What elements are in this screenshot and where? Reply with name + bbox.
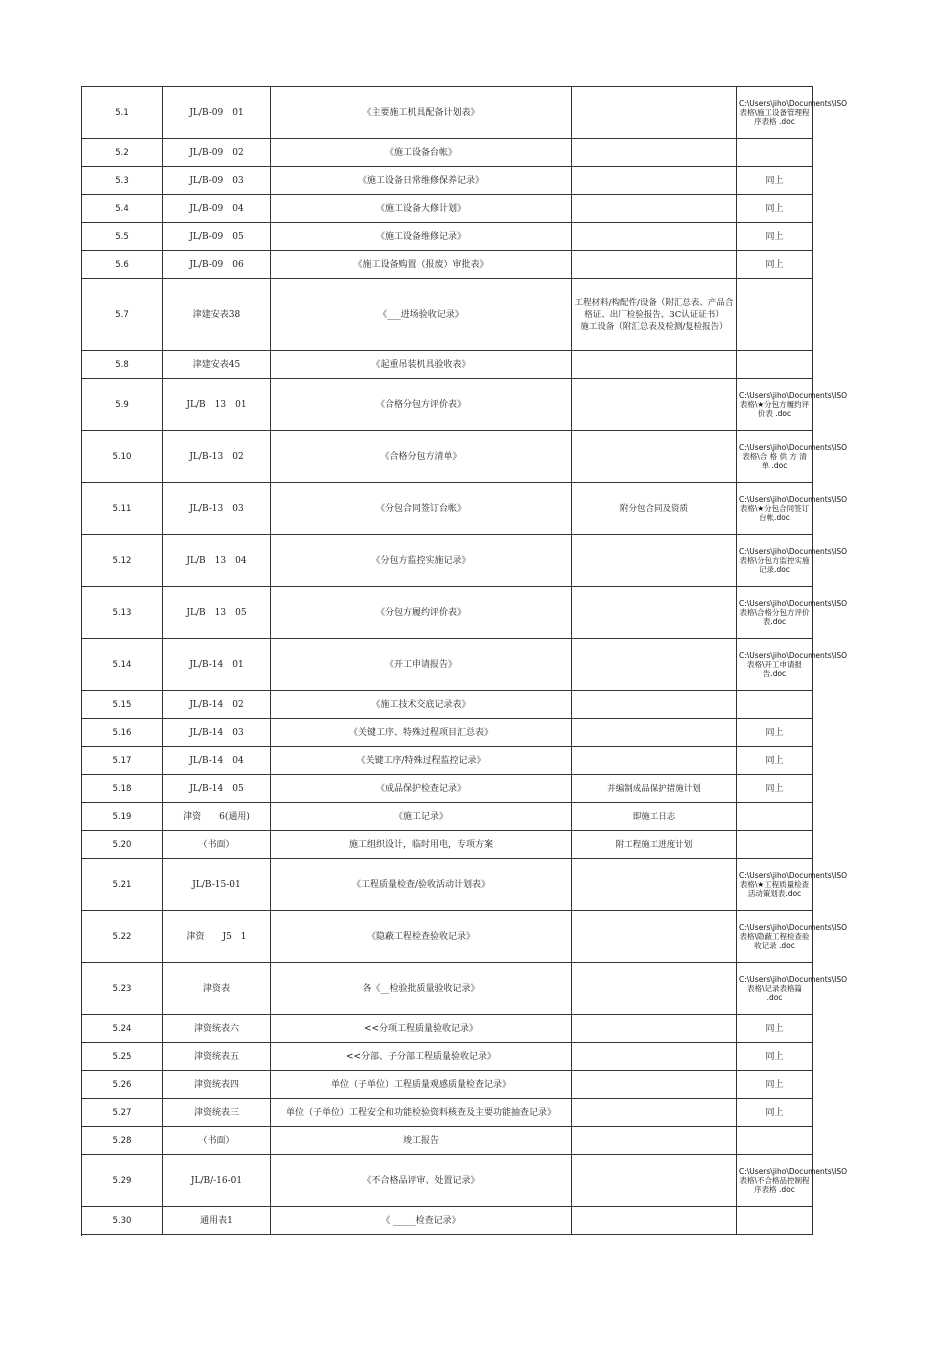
form-code: JL/B-09 04 <box>163 195 271 223</box>
row-number: 5.24 <box>82 1015 163 1043</box>
form-name: 《分包方履约评价表》 <box>271 587 572 639</box>
form-code: 津资 6(通用) <box>163 803 271 831</box>
form-code: JL/B-14 02 <box>163 691 271 719</box>
form-code: JL/B-14 04 <box>163 747 271 775</box>
form-name: <<分部、子分部工程质量验收记录》 <box>271 1043 572 1071</box>
row-number: 5.14 <box>82 639 163 691</box>
table-row <box>82 1155 813 1207</box>
form-code: 津建安表45 <box>163 351 271 379</box>
table-row <box>82 139 813 167</box>
file-reference[interactable]: C:\Users\jiho\Documents\ISO 表格\记录表格篇 .doc <box>737 963 813 1015</box>
form-name: 《不合格品评审、处置记录》 <box>271 1155 572 1207</box>
form-code: 津资统表六 <box>163 1015 271 1043</box>
form-name: 《关键工序/特殊过程监控记录》 <box>271 747 572 775</box>
form-note <box>572 195 737 223</box>
form-note: 工程材料/构配件/设备（附汇总表、产品合格证、出厂检验报告、3C认证证书） 施工设备（附汇总表及检测/复检报告） <box>572 279 737 351</box>
file-reference <box>737 1207 813 1235</box>
form-note <box>572 1071 737 1099</box>
form-note <box>572 251 737 279</box>
form-name: 竣工报告 <box>271 1127 572 1155</box>
form-code: JL/B/-16-01 <box>163 1155 271 1207</box>
form-code: JL/B-13 03 <box>163 483 271 535</box>
form-code: JL/B-15-01 <box>163 859 271 911</box>
file-reference[interactable]: C:\Users\jiho\Documents\ISO表格\开工申请报告.doc <box>737 639 813 691</box>
table-row <box>82 719 813 747</box>
file-reference[interactable]: C:\Users\jiho\Documents\ISO表格\合 格 供 方 清 单 .doc <box>737 431 813 483</box>
form-name: 《施工记录》 <box>271 803 572 831</box>
file-reference <box>737 279 813 351</box>
table-row <box>82 963 813 1015</box>
row-number: 5.20 <box>82 831 163 859</box>
file-reference[interactable]: C:\Users\jiho\Documents\ISO表格\★分包合同签订台帐.doc <box>737 483 813 535</box>
row-number: 5.28 <box>82 1127 163 1155</box>
table-row <box>82 859 813 911</box>
form-name: 《开工申请报告》 <box>271 639 572 691</box>
table-row <box>82 1127 813 1155</box>
form-note <box>572 1015 737 1043</box>
form-name: <<分项工程质量验收记录》 <box>271 1015 572 1043</box>
file-reference: 同上 <box>737 1015 813 1043</box>
form-code: JL/B-14 01 <box>163 639 271 691</box>
form-code: JL/B 13 01 <box>163 379 271 431</box>
form-note <box>572 911 737 963</box>
form-note <box>572 431 737 483</box>
form-note <box>572 587 737 639</box>
form-note <box>572 1207 737 1235</box>
form-note <box>572 535 737 587</box>
form-code: JL/B-14 03 <box>163 719 271 747</box>
row-number: 5.23 <box>82 963 163 1015</box>
form-code: JL/B-14 05 <box>163 775 271 803</box>
table-row <box>82 911 813 963</box>
form-code: JL/B 13 04 <box>163 535 271 587</box>
form-name: 《施工设备维修记录》 <box>271 223 572 251</box>
row-number: 5.26 <box>82 1071 163 1099</box>
table-row <box>82 639 813 691</box>
row-number: 5.25 <box>82 1043 163 1071</box>
table-row <box>82 1071 813 1099</box>
file-reference: 同上 <box>737 1071 813 1099</box>
form-name: 《关键工序、特殊过程项目汇总表》 <box>271 719 572 747</box>
form-code: 津建安表38 <box>163 279 271 351</box>
form-note: 附分包合同及资质 <box>572 483 737 535</box>
form-name: 《隐蔽工程检查验收记录》 <box>271 911 572 963</box>
row-number: 5.7 <box>82 279 163 351</box>
form-note <box>572 379 737 431</box>
form-code: JL/B-13 02 <box>163 431 271 483</box>
form-index-sheet <box>81 86 848 1235</box>
form-note <box>572 1099 737 1127</box>
form-note <box>572 223 737 251</box>
form-name: 单位（子单位）工程安全和功能检验资料核查及主要功能抽查记录》 <box>271 1099 572 1127</box>
row-number: 5.10 <box>82 431 163 483</box>
form-code: （书面） <box>163 1127 271 1155</box>
table-row <box>82 747 813 775</box>
table-row <box>82 1015 813 1043</box>
form-note: 附工程施工进度计划 <box>572 831 737 859</box>
file-reference: 同上 <box>737 719 813 747</box>
form-name: 各《__检验批质量验收记录》 <box>271 963 572 1015</box>
row-number: 5.18 <box>82 775 163 803</box>
row-number: 5.3 <box>82 167 163 195</box>
table-row <box>82 87 813 139</box>
form-name: 《___进场验收记录》 <box>271 279 572 351</box>
table-row <box>82 279 813 351</box>
row-number: 5.2 <box>82 139 163 167</box>
row-number: 5.22 <box>82 911 163 963</box>
form-name: 《合格分包方评价表》 <box>271 379 572 431</box>
row-number: 5.15 <box>82 691 163 719</box>
file-reference[interactable]: C:\Users\jiho\Documents\ISO表格\不合格品控制程序表格 .doc <box>737 1155 813 1207</box>
row-number: 5.11 <box>82 483 163 535</box>
row-number: 5.29 <box>82 1155 163 1207</box>
table-row <box>82 831 813 859</box>
file-reference: 同上 <box>737 251 813 279</box>
form-note <box>572 639 737 691</box>
file-reference <box>737 1127 813 1155</box>
row-number: 5.4 <box>82 195 163 223</box>
table-row <box>82 195 813 223</box>
form-name: 施工组织设计，临时用电，专项方案 <box>271 831 572 859</box>
form-name: 《施工设备购置（报废）审批表》 <box>271 251 572 279</box>
form-name: 单位（子单位）工程质量观感质量检查记录》 <box>271 1071 572 1099</box>
form-name: 《分包方监控实施记录》 <box>271 535 572 587</box>
row-number: 5.16 <box>82 719 163 747</box>
table-row <box>82 167 813 195</box>
table-row <box>82 251 813 279</box>
row-number: 5.21 <box>82 859 163 911</box>
table-row <box>82 351 813 379</box>
form-name: 《起重吊装机具验收表》 <box>271 351 572 379</box>
table-row <box>82 223 813 251</box>
table-row <box>82 379 813 431</box>
file-reference: 同上 <box>737 195 813 223</box>
form-note <box>572 1127 737 1155</box>
form-name: 《主要施工机具配备计划表》 <box>271 87 572 139</box>
row-number: 5.6 <box>82 251 163 279</box>
file-reference[interactable]: C:\Users\jiho\Documents\ISO表格\★工程质量检查活动策划表.doc <box>737 859 813 911</box>
file-reference <box>737 351 813 379</box>
row-number: 5.13 <box>82 587 163 639</box>
row-number: 5.30 <box>82 1207 163 1235</box>
file-reference[interactable]: C:\Users\jiho\Documents\ISO表格\分包方监控实施记录.doc <box>737 535 813 587</box>
table-row <box>82 535 813 587</box>
form-name: 《合格分包方清单》 <box>271 431 572 483</box>
table-row <box>82 1099 813 1127</box>
form-name: 《施工设备日常维修保养记录》 <box>271 167 572 195</box>
form-code: JL/B-09 03 <box>163 167 271 195</box>
form-note <box>572 167 737 195</box>
table-row <box>82 483 813 535</box>
form-code: 津资 J5 1 <box>163 911 271 963</box>
table-row <box>82 1207 813 1235</box>
form-code: JL/B-09 01 <box>163 87 271 139</box>
form-note <box>572 719 737 747</box>
form-name: 《分包合同签订台帐》 <box>271 483 572 535</box>
form-note <box>572 87 737 139</box>
table-row <box>82 775 813 803</box>
file-reference[interactable]: C:\Users\jiho\Documents\ISO 表格\隐蔽工程检查验收记录 .doc <box>737 911 813 963</box>
file-reference: 同上 <box>737 775 813 803</box>
form-code: JL/B 13 05 <box>163 587 271 639</box>
file-reference: 同上 <box>737 1043 813 1071</box>
file-reference: 同上 <box>737 747 813 775</box>
table-row <box>82 1043 813 1071</box>
file-reference: 同上 <box>737 1099 813 1127</box>
table-row <box>82 587 813 639</box>
form-name: 《工程质量检查/验收活动计划表》 <box>271 859 572 911</box>
table-row <box>82 691 813 719</box>
form-code: 通用表1 <box>163 1207 271 1235</box>
file-reference <box>737 139 813 167</box>
row-number: 5.9 <box>82 379 163 431</box>
form-note <box>572 691 737 719</box>
form-name: 《成品保护检查记录》 <box>271 775 572 803</box>
file-reference: 同上 <box>737 223 813 251</box>
file-reference <box>737 803 813 831</box>
form-code: （书面） <box>163 831 271 859</box>
form-code: 津资统表五 <box>163 1043 271 1071</box>
form-note <box>572 351 737 379</box>
file-reference <box>737 691 813 719</box>
row-number: 5.5 <box>82 223 163 251</box>
form-note <box>572 963 737 1015</box>
form-name: 《施工技术交底记录表》 <box>271 691 572 719</box>
file-reference <box>737 831 813 859</box>
form-note <box>572 1155 737 1207</box>
form-note: 并编制成品保护措施计划 <box>572 775 737 803</box>
form-code: JL/B-09 02 <box>163 139 271 167</box>
form-code: 津资统表三 <box>163 1099 271 1127</box>
file-reference: 同上 <box>737 167 813 195</box>
form-note <box>572 1043 737 1071</box>
table-row <box>82 803 813 831</box>
row-number: 5.8 <box>82 351 163 379</box>
form-index-body <box>82 87 848 1235</box>
form-note <box>572 859 737 911</box>
form-code: 津资表 <box>163 963 271 1015</box>
form-name: 《施工设备台帐》 <box>271 139 572 167</box>
form-note: 即施工日志 <box>572 803 737 831</box>
table-row <box>82 431 813 483</box>
form-code: JL/B-09 05 <box>163 223 271 251</box>
file-reference[interactable]: C:\Users\jiho\Documents\ISO 表格\施工设备管理程序表格 .doc <box>737 87 813 139</box>
file-reference[interactable]: C:\Users\jiho\Documents\ISO表格\合格分包方评价表.doc <box>737 587 813 639</box>
form-code: JL/B-09 06 <box>163 251 271 279</box>
row-number: 5.17 <box>82 747 163 775</box>
form-name: 《 _____检查记录》 <box>271 1207 572 1235</box>
form-name: 《施工设备大修计划》 <box>271 195 572 223</box>
form-note <box>572 139 737 167</box>
form-note <box>572 747 737 775</box>
row-number: 5.27 <box>82 1099 163 1127</box>
row-number: 5.1 <box>82 87 163 139</box>
form-index-table <box>81 86 848 1235</box>
form-code: 津资统表四 <box>163 1071 271 1099</box>
row-number: 5.19 <box>82 803 163 831</box>
row-number: 5.12 <box>82 535 163 587</box>
file-reference[interactable]: C:\Users\jiho\Documents\ISO 表格\★分包方履约评价表 .doc <box>737 379 813 431</box>
